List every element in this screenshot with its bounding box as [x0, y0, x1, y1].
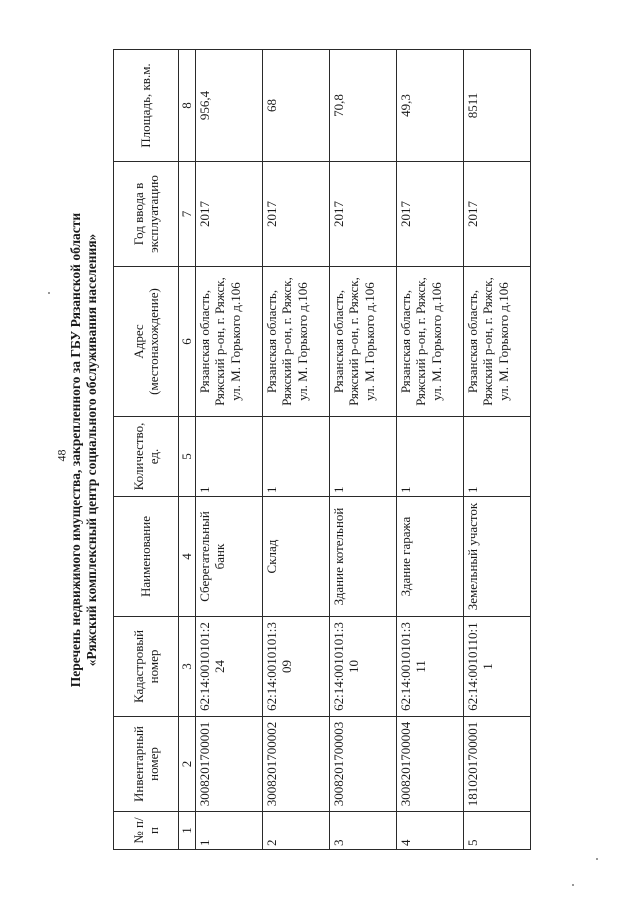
property-table: [113, 49, 531, 850]
header-address: Адрес (местонахождение): [114, 267, 179, 417]
cell-inventory-number: 3008201700003: [329, 717, 396, 812]
column-number: 6: [179, 267, 196, 417]
cell-year: 2017: [396, 162, 463, 267]
table-row: [262, 50, 329, 850]
cell-cadastral-number: 62:14:0010110:11: [463, 617, 530, 717]
cell-quantity: 1: [262, 417, 329, 497]
header-quantity: Количество, ед.: [114, 417, 179, 497]
document-title-line-2: «Ряжский комплексный центр социального обслуживания населения»: [84, 233, 99, 667]
column-number-row: [179, 50, 196, 850]
cell-quantity: 1: [329, 417, 396, 497]
cell-inventory-number: 3008201700002: [262, 717, 329, 812]
cell-cadastral-number: 62:14:0010101:309: [262, 617, 329, 717]
column-number: 2: [179, 717, 196, 812]
cell-area: 8511: [463, 50, 530, 162]
cell-inventory-number: 1810201700001: [463, 717, 530, 812]
cell-year: 2017: [195, 162, 262, 267]
cell-area: 956,4: [195, 50, 262, 162]
header-number: № п/п: [114, 812, 179, 850]
cell-area: 49,3: [396, 50, 463, 162]
column-number: 8: [179, 50, 196, 162]
column-number: 5: [179, 417, 196, 497]
cell-cadastral-number: 62:14:0010101:311: [396, 617, 463, 717]
cell-quantity: 1: [463, 417, 530, 497]
header-inventory-number: Инвентарный номер: [114, 717, 179, 812]
scan-speck: [596, 858, 598, 860]
header-cadastral-number: Кадастровый номер: [114, 617, 179, 717]
header-year: Год ввода в эксплуатацию: [114, 162, 179, 267]
cell-quantity: 1: [195, 417, 262, 497]
table-row: [329, 50, 396, 850]
scan-speck: [48, 292, 50, 294]
cell-address: Рязанская область, Ряжский р-он, г. Ряжск, ул. М. Горького д.106: [396, 267, 463, 417]
column-number: 3: [179, 617, 196, 717]
cell-quantity: 1: [396, 417, 463, 497]
cell-number: 4: [396, 812, 463, 850]
cell-year: 2017: [329, 162, 396, 267]
cell-year: 2017: [463, 162, 530, 267]
table-row: [396, 50, 463, 850]
cell-number: 1: [195, 812, 262, 850]
cell-address: Рязанская область, Ряжский р-он, г. Ряжск, ул. М. Горького д.106: [329, 267, 396, 417]
cell-area: 68: [262, 50, 329, 162]
cell-name: Сберегательный банк: [195, 497, 262, 617]
column-number: 7: [179, 162, 196, 267]
scan-speck: [572, 884, 574, 886]
cell-address: Рязанская область, Ряжский р-он, г. Ряжск, ул. М. Горького д.106: [195, 267, 262, 417]
cell-area: 70,8: [329, 50, 396, 162]
cell-name: Склад: [262, 497, 329, 617]
cell-cadastral-number: 62:14:0010101:310: [329, 617, 396, 717]
column-number: 4: [179, 497, 196, 617]
cell-inventory-number: 3008201700001: [195, 717, 262, 812]
cell-cadastral-number: 62:14:0010101:224: [195, 617, 262, 717]
document-title-line-1: Перечень недвижимого имущества, закрепленного за ГБУ Рязанской области: [68, 212, 83, 688]
cell-number: 3: [329, 812, 396, 850]
cell-name: Земельный участок: [463, 497, 530, 617]
rotated-document-content: [68, 50, 608, 850]
cell-year: 2017: [262, 162, 329, 267]
header-name: Наименование: [114, 497, 179, 617]
cell-number: 5: [463, 812, 530, 850]
cell-address: Рязанская область, Ряжский р-он, г. Ряжск, ул. М. Горького д.106: [463, 267, 530, 417]
cell-name: Здание котельной: [329, 497, 396, 617]
cell-name: Здание гаража: [396, 497, 463, 617]
cell-number: 2: [262, 812, 329, 850]
column-number: 1: [179, 812, 196, 850]
page-number: 48: [54, 449, 69, 462]
header-area: Площадь, кв.м.: [114, 50, 179, 162]
table-row: [195, 50, 262, 850]
cell-address: Рязанская область, Ряжский р-он, г. Ряжск, ул. М. Горького д.106: [262, 267, 329, 417]
cell-inventory-number: 3008201700004: [396, 717, 463, 812]
table-header-row: [114, 50, 179, 850]
table-row: [463, 50, 530, 850]
